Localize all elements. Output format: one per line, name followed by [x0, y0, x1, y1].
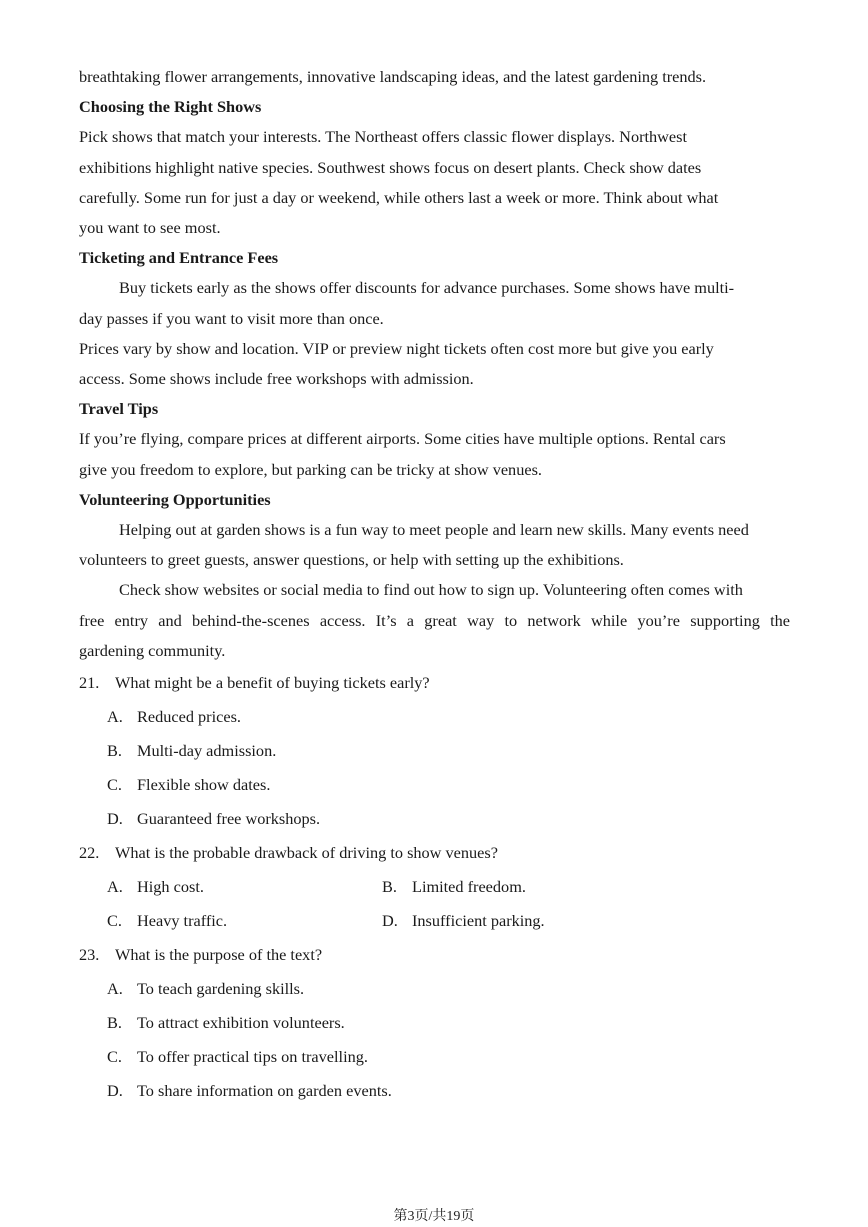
option-letter: A. — [107, 979, 123, 999]
section-heading-choosing-shows: Choosing the Right Shows — [79, 97, 262, 117]
option-letter: B. — [107, 1013, 122, 1033]
question-21-option-a — [79, 700, 790, 734]
option-letter: A. — [107, 877, 123, 897]
paragraph-line: Buy tickets early as the shows offer discounts for advance purchases. Some shows have multi- — [119, 278, 735, 298]
paragraph-line: carefully. Some run for just a day or weekend, while others last a week or more. Think about what — [79, 187, 719, 207]
question-number: 22. — [79, 843, 100, 863]
question-22 — [79, 836, 790, 870]
question-text: What is the purpose of the text? — [115, 945, 323, 965]
paragraph-line: gardening community. — [79, 640, 226, 660]
option-letter: B. — [382, 877, 397, 897]
question-number: 21. — [79, 673, 100, 693]
option-text: High cost. — [137, 877, 204, 897]
option-letter: A. — [107, 707, 123, 727]
paragraph-line: free entry and behind-the-scenes access. It’s a great way to network while you’re supporting the — [79, 610, 790, 630]
paragraph-line: exhibitions highlight native species. Southwest shows focus on desert plants. Check show dates — [79, 157, 702, 177]
question-22-options-row-1 — [79, 870, 790, 904]
document-page — [79, 62, 790, 1108]
option-text: Insufficient parking. — [412, 911, 545, 931]
option-letter: C. — [107, 1047, 122, 1067]
option-text: Guaranteed free workshops. — [137, 809, 321, 829]
paragraph-line: you want to see most. — [79, 218, 221, 238]
question-23-option-d — [79, 1074, 790, 1108]
option-text: To attract exhibition volunteers. — [137, 1013, 345, 1033]
option-text: Reduced prices. — [137, 707, 241, 727]
paragraph-line: give you freedom to explore, but parking can be tricky at show venues. — [79, 459, 542, 479]
question-21-option-b — [79, 734, 790, 768]
option-text: Multi-day admission. — [137, 741, 277, 761]
paragraph-line: Check show websites or social media to find out how to sign up. Volunteering often comes with — [119, 580, 743, 600]
option-letter: B. — [107, 741, 122, 761]
paragraph-line: Helping out at garden shows is a fun way to meet people and learn new skills. Many events need — [119, 520, 749, 540]
section-heading-volunteering: Volunteering Opportunities — [79, 489, 271, 509]
paragraph-line: day passes if you want to visit more than once. — [79, 308, 384, 328]
option-letter: D. — [382, 911, 398, 931]
question-22-option-d — [382, 904, 657, 938]
section-heading-ticketing: Ticketing and Entrance Fees — [79, 248, 279, 268]
paragraph-line: Pick shows that match your interests. The Northeast offers classic flower displays. Northwest — [79, 127, 688, 147]
option-letter: D. — [107, 809, 123, 829]
question-text: What might be a benefit of buying tickets early? — [115, 673, 430, 693]
option-text: Flexible show dates. — [137, 775, 271, 795]
paragraph-line: Prices vary by show and location. VIP or preview night tickets often cost more but give you early — [79, 338, 714, 358]
question-22-option-b — [382, 870, 657, 904]
option-text: To offer practical tips on travelling. — [137, 1047, 368, 1067]
paragraph-line: volunteers to greet guests, answer questions, or help with setting up the exhibitions. — [79, 550, 624, 570]
option-text: Heavy traffic. — [137, 911, 228, 931]
question-22-option-c — [107, 904, 382, 938]
question-text: What is the probable drawback of driving to show venues? — [115, 843, 498, 863]
paragraph-line: access. Some shows include free workshops with admission. — [79, 369, 474, 389]
question-23-option-a — [79, 972, 790, 1006]
question-21-option-c — [79, 768, 790, 802]
question-23-option-c — [79, 1040, 790, 1074]
question-21-option-d — [79, 802, 790, 836]
question-22-option-a — [107, 870, 382, 904]
page-footer: 第3页/共19页 — [393, 1209, 475, 1224]
option-letter: C. — [107, 911, 122, 931]
question-22-options-row-2 — [79, 904, 790, 938]
option-letter: D. — [107, 1081, 123, 1101]
question-23 — [79, 938, 790, 972]
question-21 — [79, 666, 790, 700]
option-text: To teach gardening skills. — [137, 979, 305, 999]
paragraph-line: If you’re flying, compare prices at different airports. Some cities have multiple options. Rental cars — [79, 429, 726, 449]
option-text: To share information on garden events. — [137, 1081, 392, 1101]
option-letter: C. — [107, 775, 122, 795]
question-number: 23. — [79, 945, 100, 965]
section-heading-travel-tips: Travel Tips — [79, 399, 159, 419]
intro-line: breathtaking flower arrangements, innovative landscaping ideas, and the latest gardening trends. — [79, 67, 707, 86]
question-23-option-b — [79, 1006, 790, 1040]
option-text: Limited freedom. — [412, 877, 526, 897]
